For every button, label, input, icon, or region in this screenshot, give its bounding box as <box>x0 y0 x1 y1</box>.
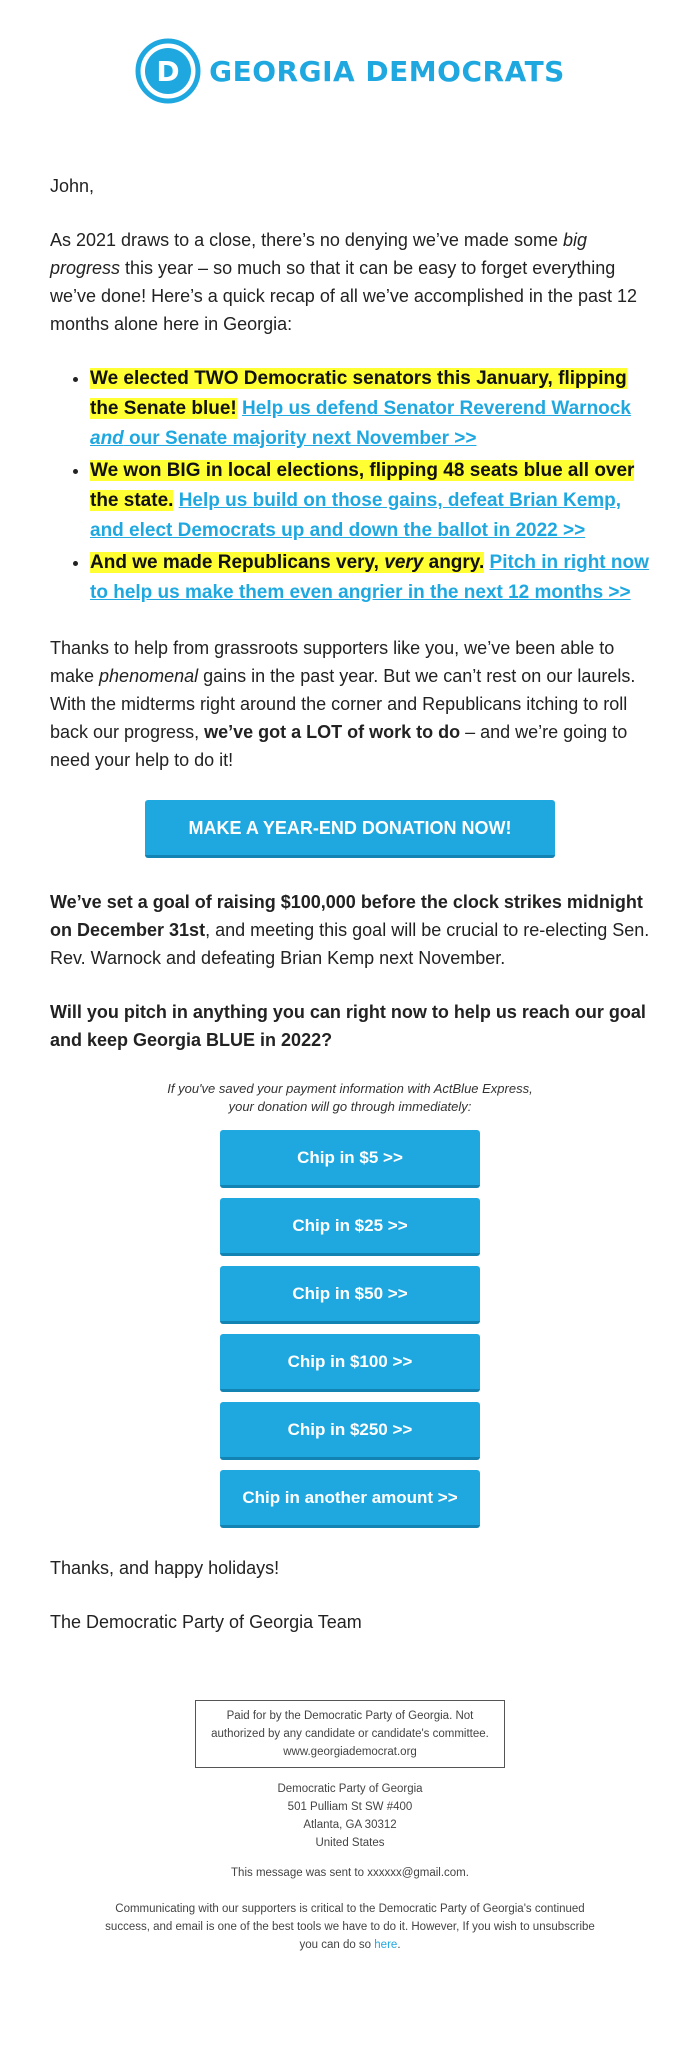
chip-in-other-button[interactable]: Chip in another amount >> <box>220 1470 480 1528</box>
thanks-paragraph: Thanks to help from grassroots supporters like you, we’ve been able to make phenomenal gains in the past year. But we can’t rest on our laurels. With the midterms right around the corner and Republicans itching to roll back our progress, we’ve got a LOT of work to do – and we’re going to need your help to do it! <box>50 638 636 770</box>
georgia-democrats-logo-icon <box>135 38 201 104</box>
list-item <box>90 548 650 608</box>
chip-in-50-button[interactable]: Chip in $50 >> <box>220 1266 480 1324</box>
closing: Thanks, and happy holidays! <box>50 1558 280 1578</box>
unsubscribe-notice: Communicating with our supporters is critical to the Democratic Party of Georgia's continued success, and email is one of the best tools we have to do it. However, If you wish to unsubscribe you can do so here. <box>105 1903 595 1951</box>
email-header <box>0 36 700 106</box>
year-end-donation-button[interactable]: MAKE A YEAR-END DONATION NOW! <box>145 800 555 858</box>
highlighted-text: And we made Republicans very, very angry. <box>90 552 485 573</box>
goal-paragraph: We’ve set a goal of raising $100,000 before the clock strikes midnight on December 31st, and meeting this goal will be crucial to re-electing Sen. Rev. Warnock and defeating Brian Kemp next November. <box>50 892 650 968</box>
cta-container <box>50 800 650 858</box>
chip-in-100-button[interactable]: Chip in $100 >> <box>220 1334 480 1392</box>
list-item <box>90 364 650 454</box>
chip-in-buttons <box>50 1130 650 1528</box>
accomplishments-list <box>90 364 650 608</box>
unsubscribe-link[interactable]: here <box>374 1939 398 1951</box>
list-item <box>90 456 650 546</box>
defend-warnock-link[interactable]: Help us defend Senator Reverend Warnock and our Senate majority next November >> <box>90 398 631 449</box>
intro-paragraph: As 2021 draws to a close, there’s no denying we’ve made some big progress this year – so much so that it can be easy to forget everything we’ve done! Here’s a quick recap of all we’ve accomplished in the past 12 months alone here in Georgia: <box>50 230 637 334</box>
donation-ask: Will you pitch in anything you can right now to help us reach our goal and keep Georgia BLUE in 2022? <box>50 1002 646 1050</box>
email-footer <box>0 1700 700 1954</box>
svg-text:D: D <box>156 55 180 88</box>
email-body <box>0 172 700 1636</box>
greeting: John, <box>50 176 95 196</box>
chip-in-25-button[interactable]: Chip in $25 >> <box>220 1198 480 1256</box>
chip-in-5-button[interactable]: Chip in $5 >> <box>220 1130 480 1188</box>
build-on-gains-link[interactable]: Help us build on those gains, defeat Brian Kemp, and elect Democrats up and down the ballot in 2022 >> <box>90 490 622 541</box>
brand-name: GEORGIA DEMOCRATS <box>209 54 565 88</box>
paid-for-disclaimer: Paid for by the Democratic Party of Georgia. Not authorized by any candidate or candidate's committee. www.georgiademocrat.org <box>195 1700 505 1768</box>
actblue-express-note: If you've saved your payment information with ActBlue Express, your donation will go through immediately: <box>167 1081 533 1114</box>
chip-in-250-button[interactable]: Chip in $250 >> <box>220 1402 480 1460</box>
pitch-in-link[interactable]: Pitch in right now to help us make them even angrier in the next 12 months >> <box>90 552 649 603</box>
sent-to-notice: This message was sent to xxxxxx@gmail.com. <box>231 1867 469 1879</box>
highlighted-text: We won BIG in local elections, flipping 48 seats blue all over the state. <box>90 460 635 511</box>
brand-logo[interactable] <box>135 38 565 104</box>
signature: The Democratic Party of Georgia Team <box>50 1612 362 1632</box>
mailing-address: Democratic Party of Georgia 501 Pulliam St SW #400 Atlanta, GA 30312 United States <box>277 1783 423 1849</box>
highlighted-text: We elected TWO Democratic senators this January, flipping the Senate blue! <box>90 368 627 419</box>
